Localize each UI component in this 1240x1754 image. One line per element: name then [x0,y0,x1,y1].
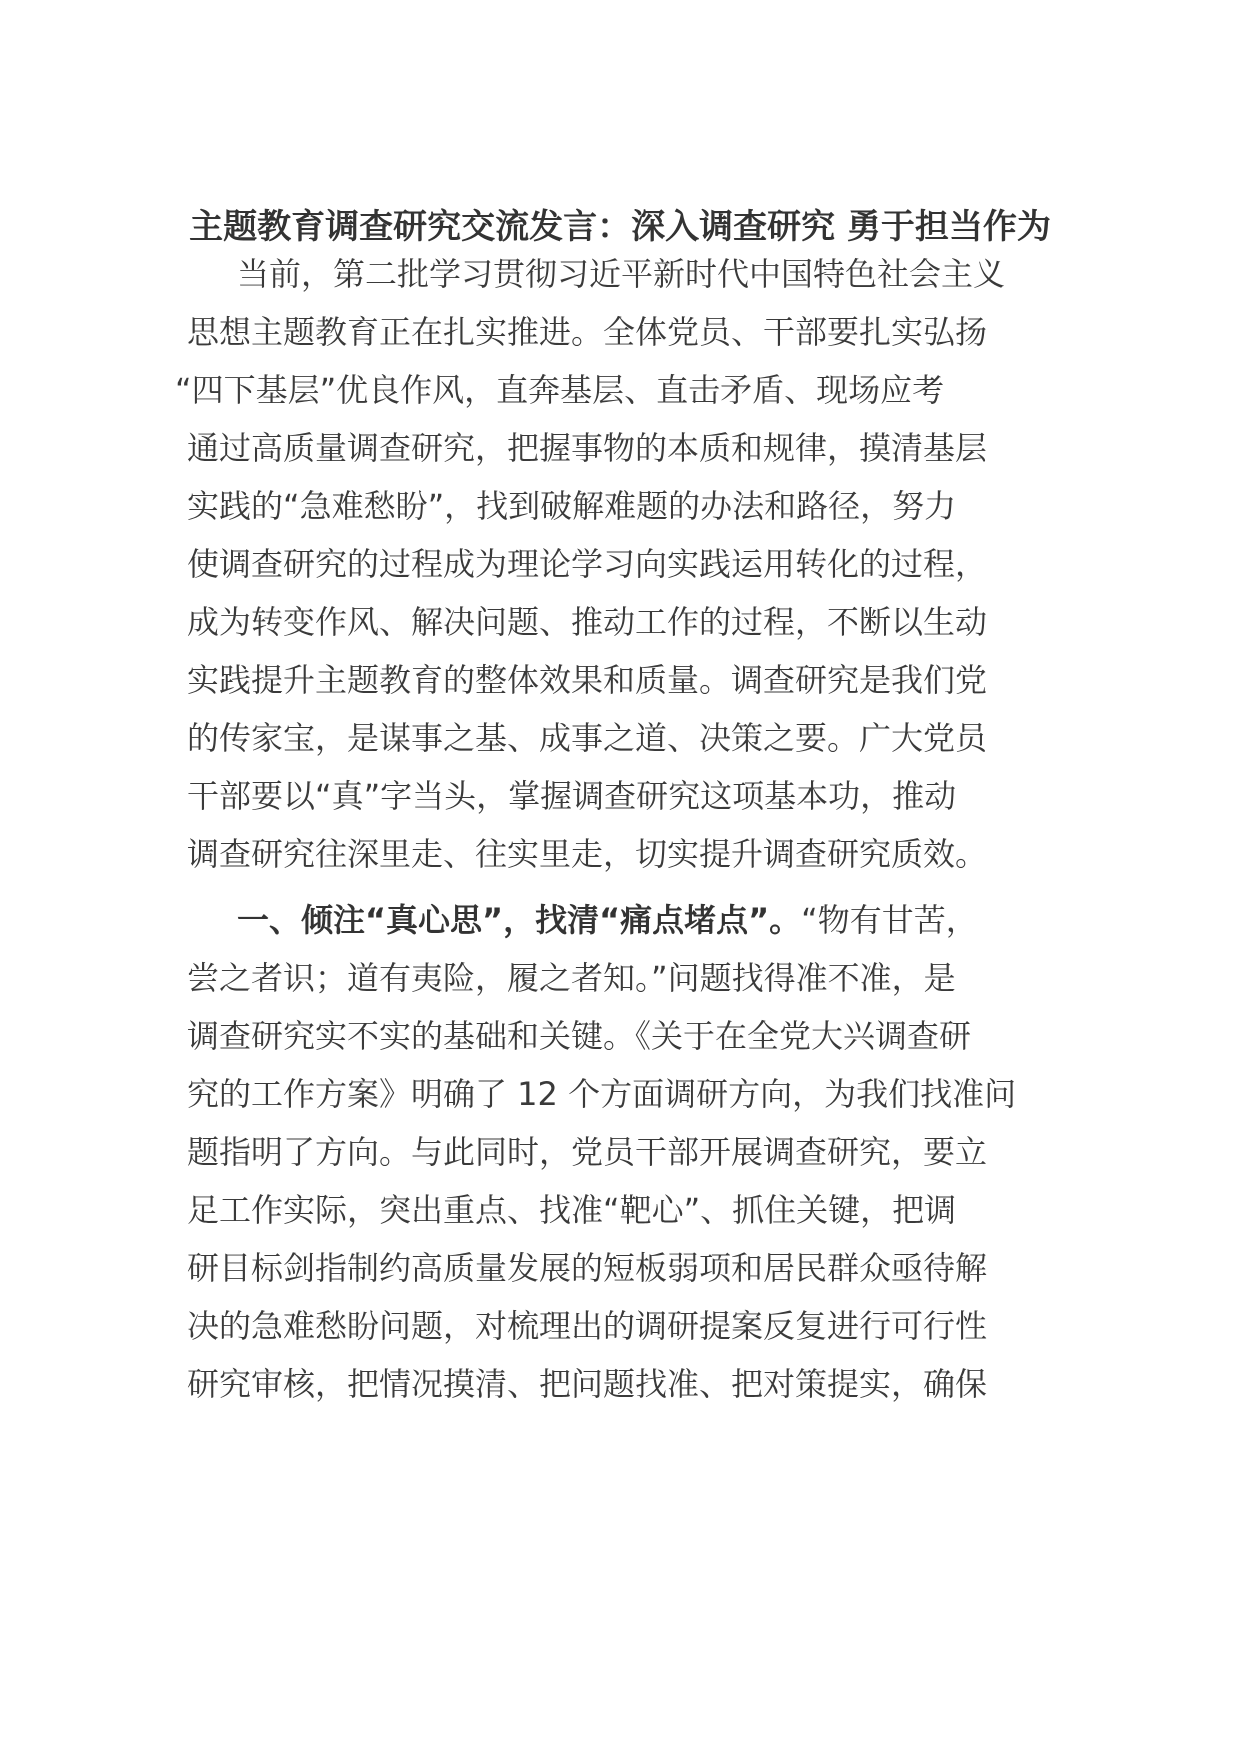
paragraph-line: 尝之者识；道有夷险，履之者知。”问题找得准不准，是 [187,959,956,997]
document-body [175,0,1087,1754]
paragraph-line: 的传家宝，是谋事之基、成事之道、决策之要。广大党员 [187,719,988,757]
paragraph-line: 使调查研究的过程成为理论学习向实践运用转化的过程， [187,545,988,583]
paragraph-line: 决的急难愁盼问题，对梳理出的调研提案反复进行可行性 [187,1307,988,1345]
paragraph-line: 研目标剑指制约高质量发展的短板弱项和居民群众亟待解 [187,1249,988,1287]
paragraph-line: 调查研究往深里走、往实里走，切实提升调查研究质效。 [187,835,988,873]
paragraph-line: 成为转变作风、解决问题、推动工作的过程，不断以生动 [187,603,988,641]
paragraph-line: 当前，第二批学习贯彻习近平新时代中国特色社会主义 [237,255,1006,293]
paragraph-line: 究的工作方案》明确了 12 个方面调研方向，为我们找准问 [187,1075,1017,1113]
paragraph-line: 思想主题教育正在扎实推进。全体党员、干部要扎实弘扬 [187,313,988,351]
paragraph-line: 通过高质量调查研究，把握事物的本质和规律，摸清基层 [187,429,988,467]
section-heading: 一、倾注“真心思”，找清“痛点堵点”。 [237,901,802,939]
paragraph-line: 实践的“急难愁盼”，找到破解难题的办法和路径，努力 [187,487,957,525]
document-title: 主题教育调查研究交流发言：深入调查研究 勇于担当作为 [189,207,1051,247]
paragraph-line: 足工作实际，突出重点、找准“靶心”、抓住关键，把调 [187,1191,957,1229]
paragraph-line: 研究审核，把情况摸清、把问题找准、把对策提实，确保 [187,1365,988,1403]
paragraph-line: 干部要以“真”字当头，掌握调查研究这项基本功，推动 [187,777,957,815]
paragraph-line: 调查研究实不实的基础和关键。《关于在全党大兴调查研 [187,1017,972,1055]
paragraph-line: 实践提升主题教育的整体效果和质量。调查研究是我们党 [187,661,988,699]
section-first-line-text: “物有甘苦， [801,901,978,939]
paragraph-line: “四下基层”优良作风，直奔基层、直击矛盾、现场应考 [175,371,945,409]
paragraph-line: 题指明了方向。与此同时，党员干部开展调查研究，要立 [187,1133,988,1171]
section-first-line [237,898,978,942]
